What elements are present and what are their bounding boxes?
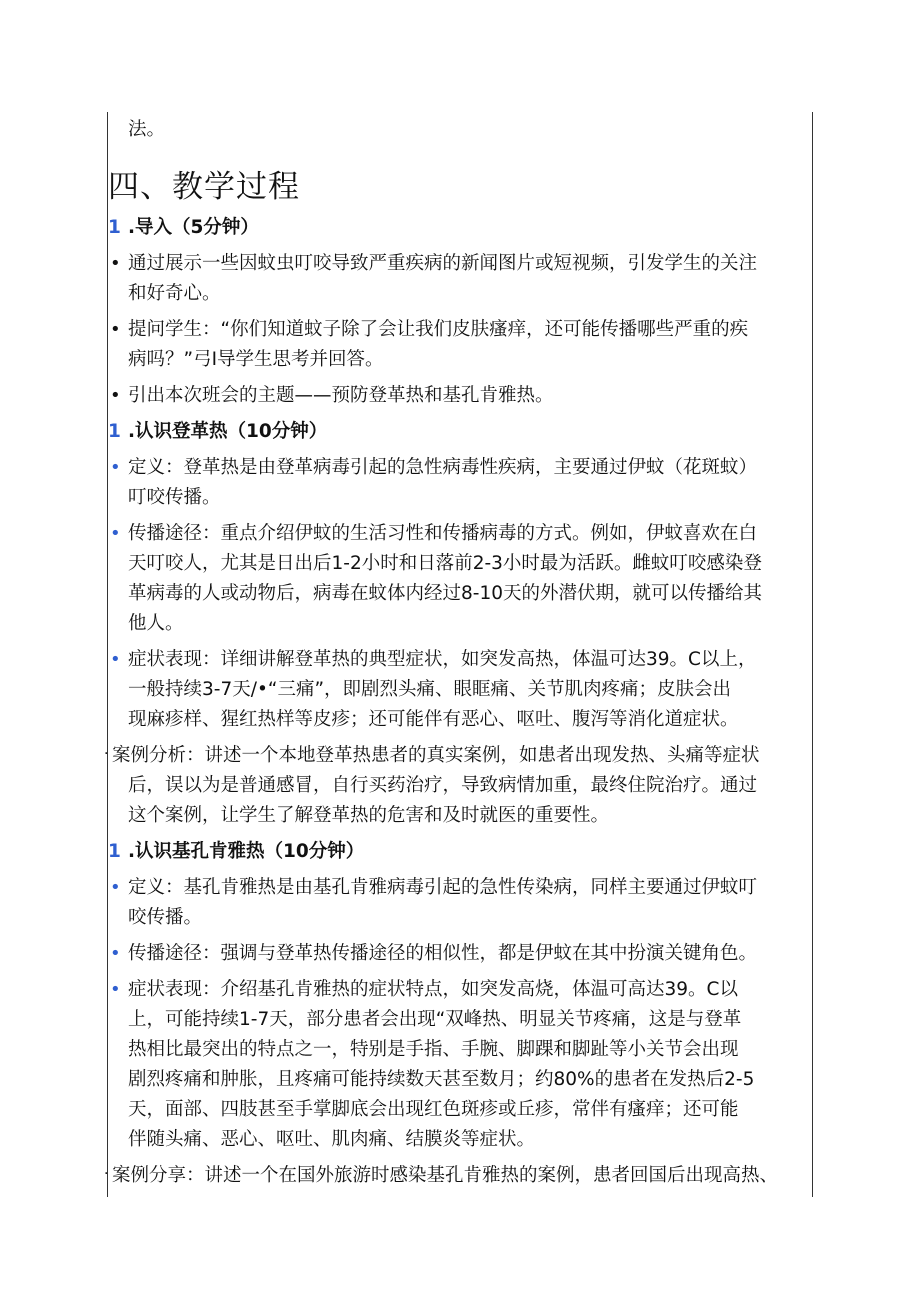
text-line: 伴随头痛、恶心、呕吐、肌肉痛、结膜炎等症状。 [128, 1129, 536, 1150]
list-item [108, 453, 812, 513]
text-line: 症状表现：详细讲解登革热的典型症状，如突发高热，体温可达39。C以上， [128, 649, 757, 670]
text-line: 一般持续3-7天/•“三痛”，即剧烈头痛、眼眶痛、关节肌肉疼痛；皮肤会出 [128, 679, 732, 700]
list-item [108, 249, 812, 309]
text-line: 病吗？”弓I导学生思考并回答。 [128, 349, 384, 370]
text-line: 案例分析：讲述一个本地登革热患者的真实案例，如患者出现发热、头痛等症状 [112, 745, 760, 766]
text-line: 热相比最突出的特点之一，特别是手指、手腕、脚踝和脚趾等小关节会出现 [128, 1039, 739, 1060]
subsection-title: .导入（5分钟） [128, 217, 259, 238]
case-marker-icon: · [104, 1166, 109, 1182]
list-item [108, 315, 812, 375]
subsection-number: 1 [108, 841, 121, 862]
bullet-icon: • [110, 253, 121, 274]
text-line: 定义：基孔肯雅热是由基孔肯雅病毒引起的急性传染病，同样主要通过伊蚊叮 [128, 877, 758, 898]
text-line: 和好奇心。 [128, 283, 221, 304]
dengue-case [104, 741, 812, 831]
text-line: 现麻疹样、猩红热样等皮疹；还可能伴有恶心、呕吐、腹泻等消化道症状。 [128, 709, 739, 730]
bullet-icon: • [110, 979, 121, 1000]
text-line: 症状表现：介绍基孔肯雅热的症状特点，如突发高烧，体温可高达39。C以 [128, 979, 738, 1000]
text-line: 案例分享：讲述一个在国外旅游时感染基孔肯雅热的案例，患者回国后出现高热、 [112, 1165, 779, 1186]
table-border-right [812, 112, 813, 1197]
dengue-list [108, 453, 812, 735]
text-line: 他人。 [128, 613, 184, 634]
subsection-number: 1 [108, 217, 121, 238]
bullet-icon: • [110, 877, 121, 898]
chikungunya-list [108, 873, 812, 1155]
bullet-icon: • [110, 523, 121, 544]
bullet-icon: • [110, 457, 121, 478]
bullet-icon: • [110, 385, 121, 406]
list-item [108, 519, 812, 639]
case-paragraph [104, 1161, 812, 1191]
text-line: 后，误以为是普通感冒，自行买药治疗，导致病情加重，最终住院治疗。通过 [128, 775, 758, 796]
case-marker-icon: · [104, 746, 109, 762]
top-fragment: 法。 [128, 119, 166, 140]
document-body [104, 112, 812, 1191]
text-line: 这个案例，让学生了解登革热的危害和及时就医的重要性。 [128, 805, 610, 826]
list-item [108, 873, 812, 933]
section-heading: 四、教学过程 [108, 169, 300, 205]
intro-list [108, 249, 812, 411]
list-item [108, 975, 812, 1155]
text-line: 引出本次班会的主题——预防登革热和基孔肯雅热。 [128, 385, 554, 406]
case-paragraph [104, 741, 812, 831]
subsection-title-dengue [108, 417, 812, 447]
text-line: 提问学生：“你们知道蚊子除了会让我们皮肤瘙痒，还可能传播哪些严重的疾 [128, 319, 749, 340]
subsection-number: 1 [108, 421, 121, 442]
list-item [108, 645, 812, 735]
text-line: 叮咬传播。 [128, 487, 221, 508]
text-line: 天叮咬人，尤其是日出后1-2小时和日落前2-3小时最为活跃。雌蚊叮咬感染登 [128, 553, 762, 574]
text-line: 剧烈疼痛和肿胀，且疼痛可能持续数天甚至数月；约80%的患者在发热后2-5 [128, 1069, 755, 1090]
bullet-icon: • [110, 649, 121, 670]
text-line: 咬传播。 [128, 907, 203, 928]
text-line: 革病毒的人或动物后，病毒在蚊体内经过8-10天的外潜伏期，就可以传播给其 [128, 583, 762, 604]
text-line: 定义：登革热是由登革病毒引起的急性病毒性疾病，主要通过伊蚊（花斑蚊） [128, 457, 758, 478]
list-item [108, 939, 812, 969]
chikungunya-case [104, 1161, 812, 1191]
subsection-title-chikungunya [108, 837, 812, 867]
subsection-title-intro [108, 213, 812, 243]
text-line: 通过展示一些因蚊虫叮咬导致严重疾病的新闻图片或短视频，引发学生的关注 [128, 253, 758, 274]
bullet-icon: • [110, 319, 121, 340]
subsection-title: .认识基孔肯雅热（10分钟） [128, 841, 365, 862]
text-line: 上，可能持续1-7天，部分患者会出现“双峰热、明显关节疼痛，这是与登革 [128, 1009, 742, 1030]
text-line: 传播途径：强调与登革热传播途径的相似性，都是伊蚊在其中扮演关键角色。 [128, 943, 758, 964]
text-line: 天，面部、四肢甚至手掌脚底会出现红色斑疹或丘疹，常伴有瘙痒；还可能 [128, 1099, 739, 1120]
list-item [108, 381, 812, 411]
subsection-title: .认识登革热（10分钟） [128, 421, 328, 442]
bullet-icon: • [110, 943, 121, 964]
text-line: 传播途径：重点介绍伊蚊的生活习性和传播病毒的方式。例如，伊蚊喜欢在白 [128, 523, 758, 544]
